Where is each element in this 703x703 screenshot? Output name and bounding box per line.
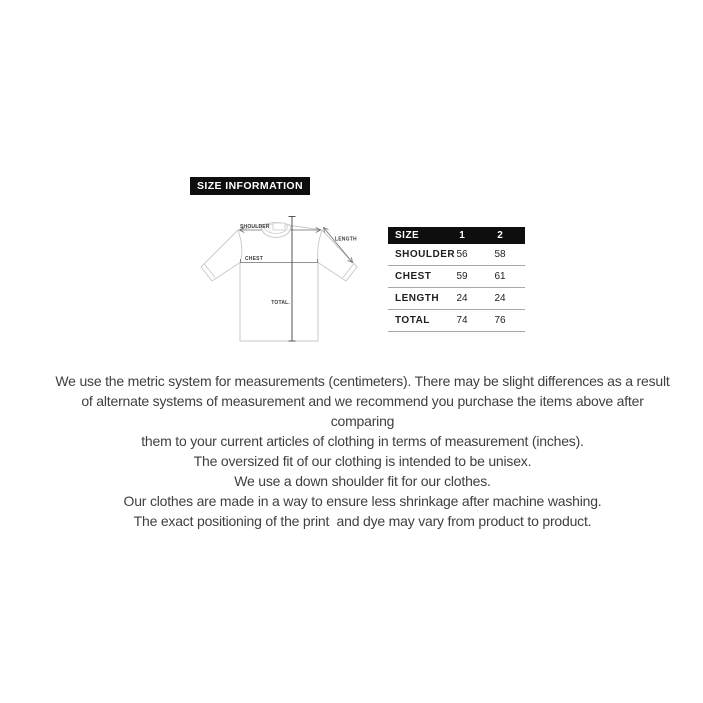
header-col1: 1	[459, 230, 465, 241]
description-line: The exact positioning of the print and dye may vary from product to product.	[133, 513, 592, 529]
row-value: 24	[456, 293, 468, 304]
total-label: TOTAL.	[271, 300, 290, 306]
row-value: 24	[494, 293, 506, 304]
size-description	[20, 371, 703, 531]
tshirt-outline	[201, 223, 357, 341]
description-line: The oversized fit of our clothing is intended to be unisex.	[193, 453, 532, 469]
row-value: 58	[494, 249, 506, 260]
header-col2: 2	[497, 230, 503, 241]
row-value: 61	[494, 271, 506, 282]
size-table-header-row	[388, 227, 525, 244]
table-row	[388, 288, 525, 310]
description-line: comparing	[330, 413, 395, 429]
description-line: We use a down shoulder fit for our clothes.	[234, 473, 491, 489]
length-label: LENGTH	[335, 236, 357, 243]
row-label: LENGTH	[395, 293, 440, 304]
shoulder-label: SHOULDER	[240, 224, 270, 230]
description-line: We use the metric system for measurements (centimeters). There may be slight differences as a result	[55, 373, 670, 389]
chest-label: CHEST	[245, 256, 263, 262]
row-label: CHEST	[395, 271, 432, 282]
row-label: TOTAL	[395, 315, 430, 326]
table-row	[388, 310, 525, 332]
table-row	[388, 244, 525, 266]
header-size: SIZE	[395, 230, 420, 241]
tshirt-measurement-diagram-icon	[200, 212, 370, 347]
description-line: Our clothes are made in a way to ensure less shrinkage after machine washing.	[123, 493, 602, 509]
row-label: SHOULDER	[395, 249, 456, 260]
row-value: 74	[456, 315, 468, 326]
description-line: of alternate systems of measurement and we recommend you purchase the items above after	[81, 393, 644, 409]
neck-label-tag	[273, 223, 285, 230]
row-value: 76	[494, 315, 506, 326]
size-table	[388, 227, 525, 332]
row-value: 56	[456, 249, 468, 260]
row-value: 59	[456, 271, 468, 282]
description-line: them to your current articles of clothing in terms of measurement (inches).	[141, 433, 584, 449]
table-row	[388, 266, 525, 288]
size-information-badge: SIZE INFORMATION	[190, 177, 310, 195]
